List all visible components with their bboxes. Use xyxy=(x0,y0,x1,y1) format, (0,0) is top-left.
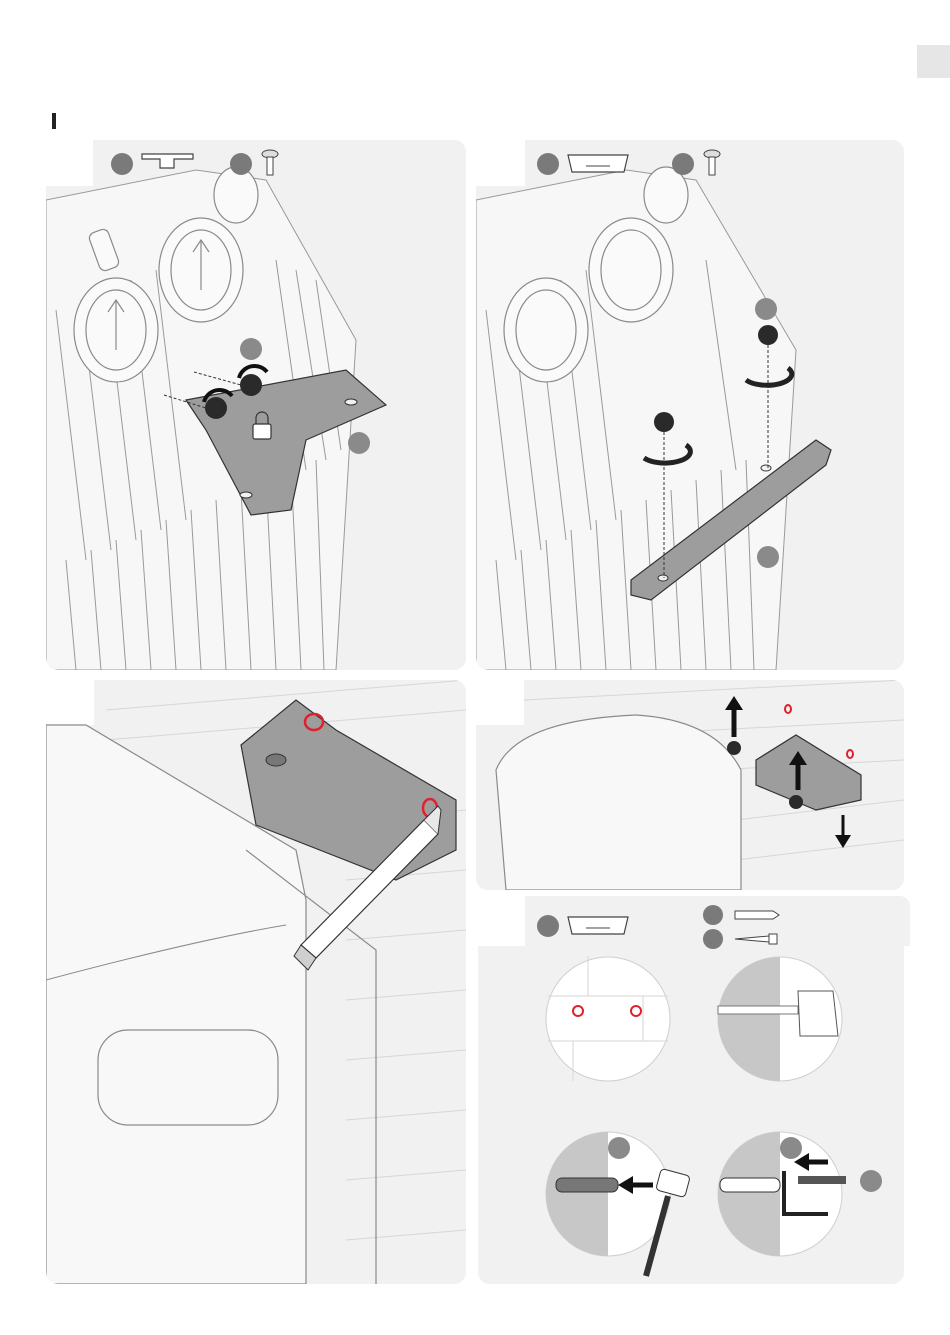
mark-holes-illustration xyxy=(46,680,466,1284)
callout-badge-anchor xyxy=(608,1137,630,1159)
panel-drill-anchors xyxy=(478,896,904,1284)
tapping-screw-icon xyxy=(733,930,781,948)
callout-badge-screws xyxy=(240,338,262,360)
panel-mark-holes xyxy=(46,680,466,1284)
step-drill xyxy=(718,957,842,1081)
screw-icon xyxy=(702,148,722,178)
callout-badge-hex xyxy=(860,1170,882,1192)
part-badge-2 xyxy=(230,153,252,175)
callout-badge-screw-3 xyxy=(780,1137,802,1159)
section-marker xyxy=(52,113,56,129)
callout-badge-screw-2 xyxy=(755,298,777,320)
callout-badge-bracket xyxy=(348,432,370,454)
unit-back-illustration xyxy=(46,140,466,670)
drill-anchor-steps xyxy=(478,896,904,1284)
part-badge-1c xyxy=(537,915,559,937)
flat-bracket-icon xyxy=(566,914,630,938)
panel-remove-bracket xyxy=(476,680,904,890)
part-badge-anchor xyxy=(703,905,723,925)
flat-bracket-icon xyxy=(566,152,630,176)
wall-anchor-icon xyxy=(733,906,781,924)
part-badge-1b xyxy=(537,153,559,175)
page-side-tab xyxy=(917,45,950,78)
step-marked-wall xyxy=(546,956,670,1081)
callout-badge-flat-bracket xyxy=(757,546,779,568)
part-badge-screw xyxy=(703,929,723,949)
t-bracket-icon xyxy=(140,150,195,174)
screw-icon xyxy=(260,148,280,178)
remove-bracket-illustration xyxy=(476,680,904,890)
part-badge-1 xyxy=(111,153,133,175)
panel-attach-flat-bracket xyxy=(476,140,904,670)
unit-back-illustration-2 xyxy=(476,140,904,670)
part-badge-2b xyxy=(672,153,694,175)
panel-attach-t-bracket xyxy=(46,140,466,670)
